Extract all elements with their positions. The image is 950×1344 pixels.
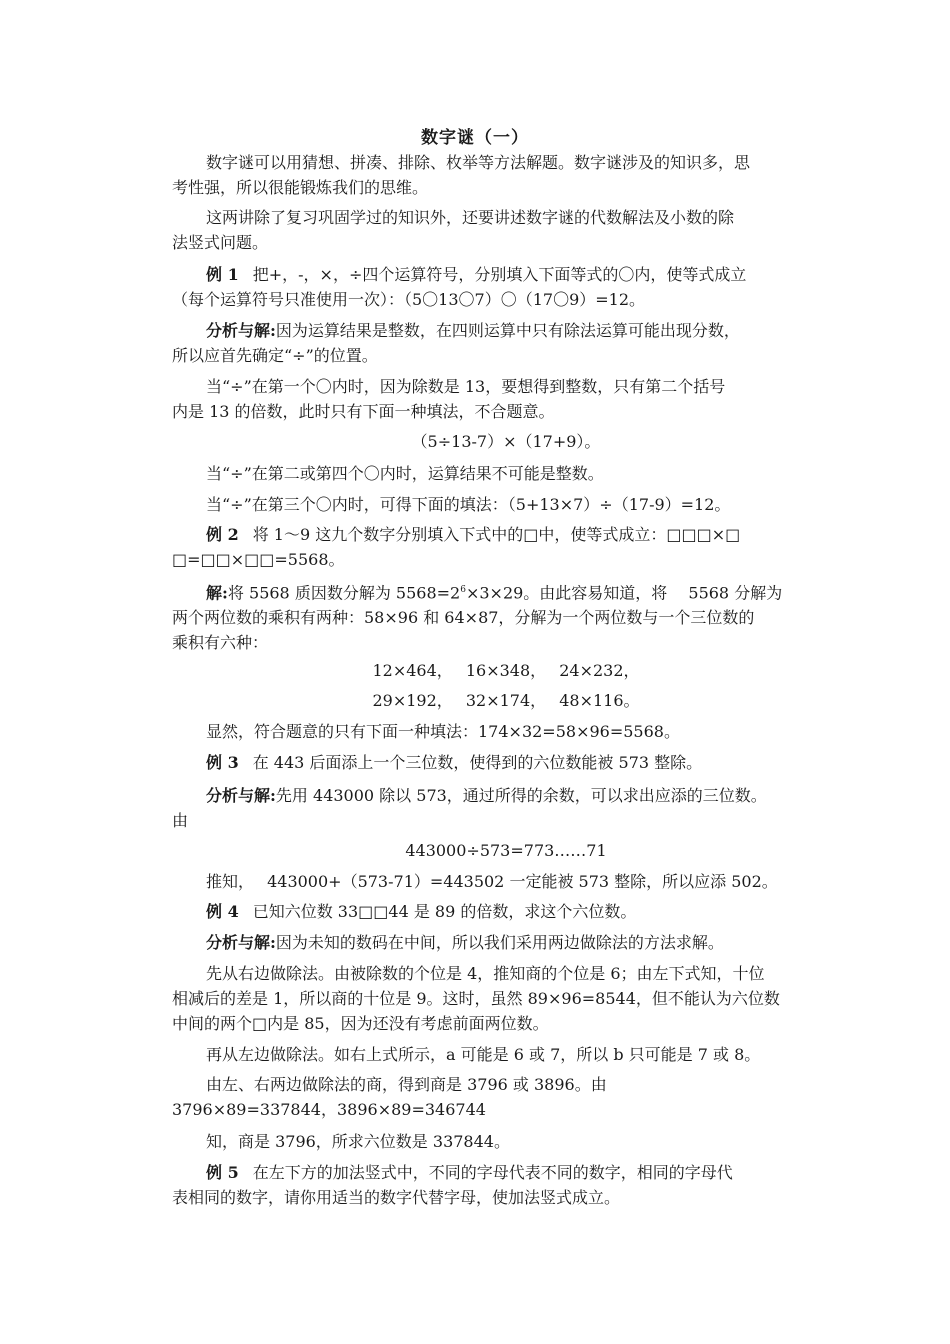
analysis-label: 分析与解: (206, 321, 276, 340)
paragraph-quotient (172, 1072, 840, 1122)
text-line: 因为未知的数码在中间，所以我们采用两边做除法的方法求解。 (275, 933, 724, 952)
example-4 (172, 899, 840, 924)
text-line: 所以应首先确定“÷”的位置。 (172, 346, 378, 365)
text-line: 将 1～9 这九个数字分别填入下式中的□中，使等式成立：□□□×□ (252, 525, 741, 544)
text-line: 法竖式问题。 (172, 233, 269, 252)
text-line: 当“÷”在第一个〇内时，因为除数是 13，要想得到整数，只有第二个括号 (206, 377, 726, 396)
text-line: 3796×89=337844，3896×89=346744 (172, 1100, 486, 1119)
solution-label: 解: (206, 583, 228, 603)
example-1 (172, 262, 840, 312)
example-3 (172, 750, 840, 775)
text-line: 表相同的数字，请你用适当的数字代替字母，使加法竖式成立。 (172, 1188, 621, 1207)
example-label: 例 3 (206, 753, 239, 772)
solution-2 (172, 578, 840, 655)
text-line: 先从右边做除法。由被除数的个位是 4，推知商的个位是 6；由左下式知，十位 (206, 964, 765, 983)
analysis-label: 分析与解: (206, 786, 276, 805)
paragraph-case-1 (172, 374, 840, 424)
text-line: 已知六位数 33□□44 是 89 的倍数，求这个六位数。 (252, 902, 637, 921)
example-label: 例 5 (206, 1163, 239, 1182)
equation-3: 29×192， 32×174， 48×116。 (372, 691, 640, 710)
intro-paragraph-2 (172, 205, 840, 255)
analysis-label: 分析与解: (206, 933, 276, 952)
text-line: 数字谜可以用猜想、拼凑、排除、枚举等方法解题。数字谜涉及的知识多，思 (206, 153, 751, 172)
paragraph-case-2: 当“÷”在第二或第四个〇内时，运算结果不可能是整数。 (206, 464, 604, 483)
paragraph-case-3: 当“÷”在第三个〇内时，可得下面的填法：（5+13×7）÷（17-9）=12。 (206, 495, 731, 514)
equation-4: 443000÷573=773……71 (405, 841, 607, 860)
equation-1: （5÷13-7）×（17+9）。 (411, 432, 601, 451)
text-line: 将 5568 质因数分解为 5568=2 (227, 583, 461, 603)
analysis-3 (172, 783, 840, 833)
text-line: ×3×29。由此容易知道，将 5568 分解为 (465, 583, 783, 603)
text-line: 两个两位数的乘积有两种：58×96 和 64×87，分解为一个两位数与一个三位数的 (172, 608, 755, 628)
analysis-4 (172, 930, 840, 955)
exponent: 6 (460, 585, 466, 595)
text-line: 由 (172, 811, 189, 830)
paragraph-left-division: 再从左边做除法。如右上式所示，a 可能是 6 或 7，所以 b 只可能是 7 或 8。 (206, 1045, 761, 1064)
text-line: 把+，-，×，÷四个运算符号，分别填入下面等式的〇内，使等式成立 (252, 265, 747, 284)
text-line: 由左、右两边做除法的商，得到商是 3796 或 3896。由 (206, 1075, 607, 1094)
text-line: 相减后的差是 1，所以商的十位是 9。这时，虽然 89×96=8544，但不能认为六位数 (172, 989, 780, 1008)
text-line: 考性强，所以很能锻炼我们的思维。 (172, 178, 429, 197)
analysis-1 (172, 318, 840, 368)
text-line: 中间的两个□内是 85，因为还没有考虑前面两位数。 (172, 1014, 549, 1033)
text-line: 乘积有六种： (172, 633, 269, 653)
equation-2: 12×464， 16×348， 24×232， (372, 661, 640, 680)
paragraph-conclusion-3: 推知， 443000+（573-71）=443502 一定能被 573 整除，所以应添 502。 (206, 872, 778, 891)
text-line: （每个运算符号只准使用一次）：（5〇13〇7）〇（17〇9）=12。 (172, 290, 646, 309)
text-line: □=□□×□□=5568。 (172, 550, 345, 569)
example-label: 例 4 (206, 902, 239, 921)
example-5 (172, 1160, 840, 1210)
intro-paragraph-1 (172, 150, 840, 200)
text-line: 这两讲除了复习巩固学过的知识外，还要讲述数字谜的代数解法及小数的除 (206, 208, 735, 227)
paragraph-answer-4: 知，商是 3796，所求六位数是 337844。 (206, 1132, 510, 1151)
example-2 (172, 522, 840, 572)
example-label: 例 1 (206, 265, 239, 284)
text-line: 内是 13 的倍数，此时只有下面一种填法，不合题意。 (172, 402, 555, 421)
paragraph-conclusion-2: 显然，符合题意的只有下面一种填法：174×32=58×96=5568。 (206, 722, 680, 741)
text-line: 先用 443000 除以 573，通过所得的余数，可以求出应添的三位数。 (275, 786, 767, 805)
paragraph-right-division (172, 961, 840, 1036)
text-line: 因为运算结果是整数，在四则运算中只有除法运算可能出现分数， (275, 321, 740, 340)
example-label: 例 2 (206, 525, 239, 544)
text-line: 在 443 后面添上一个三位数，使得到的六位数能被 573 整除。 (252, 753, 703, 772)
page-title: 数字谜（一） (421, 128, 529, 148)
text-line: 在左下方的加法竖式中，不同的字母代表不同的数字，相同的字母代 (252, 1163, 733, 1182)
